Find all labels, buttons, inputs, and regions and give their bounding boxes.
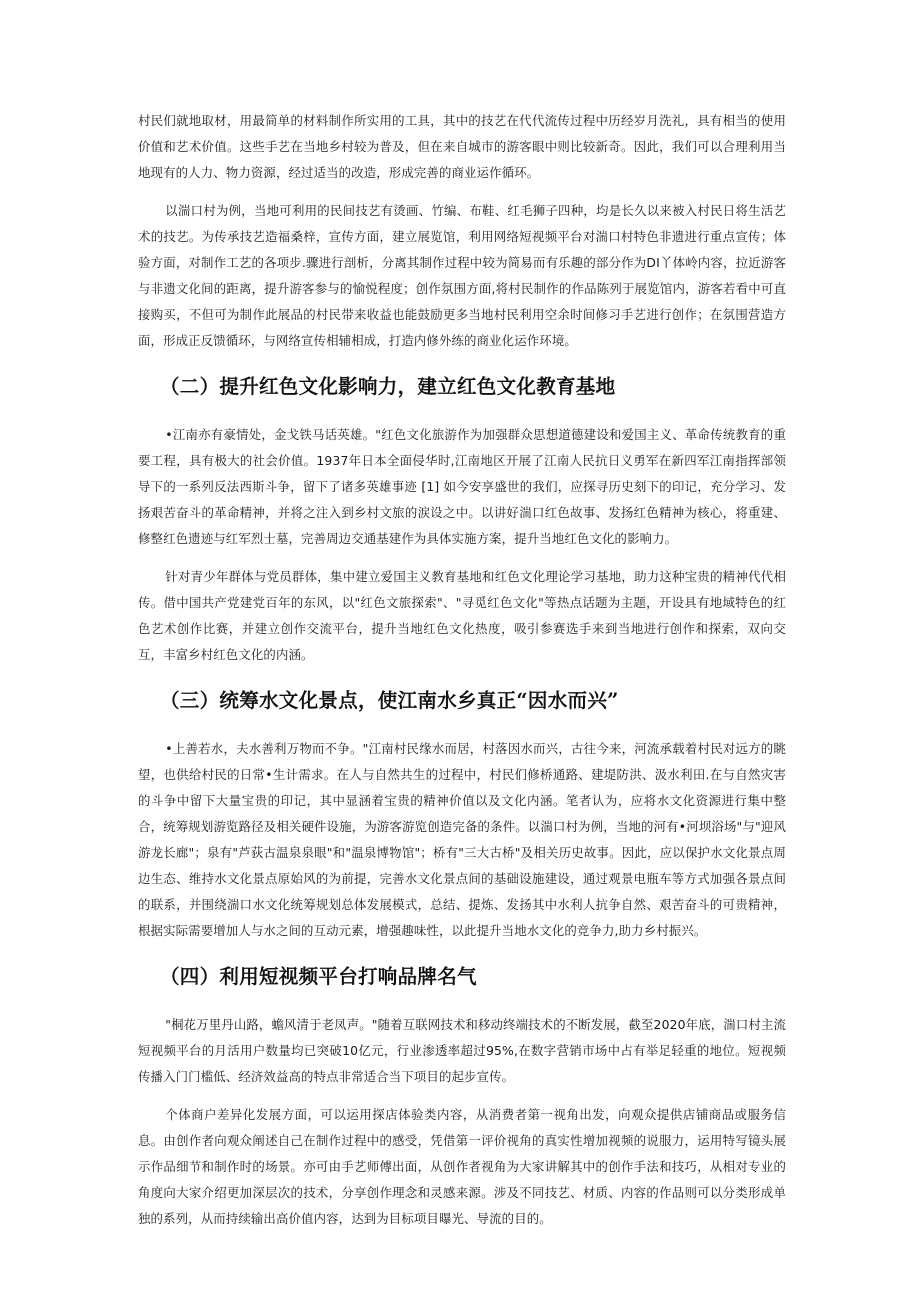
paragraph-short-video-2: 个体商户差异化发展方面，可以运用探店体验类内容，从消费者第一视角出发，向观众提供店铺商品或服务信息。由创作者向观众阐述自己在制作过程中的感受，凭借第一评价视角的真实性增加视频的说服力，运用特写镜头展示作品细节和制作时的场景。亦可由手艺师傅出面，从创作者视角为大家讲解其中的创作手法和技巧，从相对专业的角度向大家介绍更加深层次的技术，分享创作理念和灵感来源。涉及不同技艺、材质、内容的作品则可以分类形成单独的系列，从而持续输出高价值内容，达到为目标项目曝光、导流的目的。 (138, 1107, 786, 1226)
section-heading-short-video: （四）利用短视频平台打响品牌名气 (160, 965, 477, 988)
paragraph-red-culture-2: 针对青少年群体与党员群体，集中建立爱国主义教育基地和红色文化理论学习基地，助力这种宝贵的精神代代相传。借中国共产党建党百年的东风，以"红色文旅探索"、"寻觅红色文化"等热点话题为主题，开设具有地域特色的红色艺术创作比赛，并建立创作交流平台，提升当地红色文化热度，吸引参赛选手来到当地进行创作和探索，双向交互，丰富乡村红色文化的内涵。 (138, 569, 786, 662)
paragraph-water-culture: •上善若水，夫水善利万物而不争。"江南村民缘水而居，村落因水而兴，古往今来，河流承载着村民对远方的眺望，也供给村民的日常•生计需求。在人与自然共生的过程中，村民们修桥通路、建堤防洪、汲水利田.在与自然灾害的斗争中留下大量宝贵的印记，其中显涵着宝贵的精神价值以及文化内涵。笔者认为，应将水文化资源进行集中整合，统筹规划游览路径及相关硬件设施，为游客游览创造完备的条件。以湍口村为例，当地的河有•河坝浴场"与"迎风游龙长廊"；泉有"芦荻古温泉泉眼"和"温泉博物馆"；桥有"三大古桥"及相关历史故事。因此，应以保护水文化景点周边生态、维持水文化景点原始风的为前提，完善水文化景点间的基础设施建设，通过观景电瓶车等方式加强各景点间的联系，并围绕湍口水文化统筹规划总体发展模式，总结、提炼、发扬其中水利人抗争自然、艰苦奋斗的可贵精神，根据实际需要增加人与水之间的互动元素，增强趣味性，以此提升当地水文化的竞争力,助力乡村振兴。 (138, 741, 786, 938)
paragraph-intro: 村民们就地取材，用最简单的材料制作所实用的工具，其中的技艺在代代流传过程中历经岁月洗礼，具有相当的使用价值和艺术价值。这些手艺在当地乡村较为普及，但在来自城市的游客眼中则比较新奇。因此，我们可以合理利用当地现有的人力、物力资源，经过适当的改造，形成完善的商业运作循环。 (138, 113, 786, 180)
paragraph-tancun-example: 以湍口村为例，当地可利用的民间技艺有烫画、竹编、布鞋、红毛狮子四种，均是长久以来被入村民日将生活艺术的技艺。为传承技艺造福桑梓，宣传方面，建立展览馆，利用网络短视频平台对湍口村特色非遗进行重点宣传；体验方面，对制作工艺的各项步.骤进行剖析，分离其制作过程中较为简易而有乐趣的部分作为DI丫体岭内容，拉近游客与非遗文化间的距离，提升游客参与的愉悦程度；创作氛围方面,将村民制作的作品陈列于展览馆内，游客若看中可直接购买，不但可为制作此展品的村民带来收益也能鼓励更多当地村民利用空余时间修习手艺进行创作；在氛围营造方面，形成正反馈循环，与网络宣传相辅相成，打造内修外练的商业化运作环境。 (138, 203, 786, 348)
section-heading-water-culture: （三）统筹水文化景点，使江南水乡真正“因水而兴” (160, 689, 619, 712)
paragraph-short-video-1: "桐花万里丹山路，蟾风清于老凤声。"随着互联网技术和移动终端技术的不断发展，截至2020年底，湍口村主流短视频平台的月活用户数量均已突破10亿元，行业渗透率超过95%,在数字营销市场中占有举足轻重的地位。短视频传播入门门槛低、经济效益高的特点非常适合当下项目的起步宣传。 (138, 1017, 786, 1084)
document-page (138, 108, 786, 1232)
paragraph-red-culture-1: •江南亦有豪情处，金戈铁马话英雄。"红色文化旅游作为加强群众思想道德建设和爱国主义、革命传统教育的重要工程，具有极大的社会价值。1937年日本全面侵华时,江南地区开展了江南人民抗日义勇军在新四军江南指挥部领导下的一系列反法西斯斗争，留下了诸多英雄事迹 [1] 如今安享盛世的我们，应探寻历史刻下的印记，充分学习、发扬艰苦奋斗的革命精神，并将之注入到乡村文旅的涙设之中。以讲好湍口红色故事、发扬红色精神为核心，将重建、修整红色遗迹与红军烈士墓，完善周边交通基建作为具体实施方案，提升当地红色文化的影响力。 (138, 427, 786, 546)
section-heading-red-culture: （二）提升红色文化影响力，建立红色文化教育基地 (160, 375, 616, 398)
